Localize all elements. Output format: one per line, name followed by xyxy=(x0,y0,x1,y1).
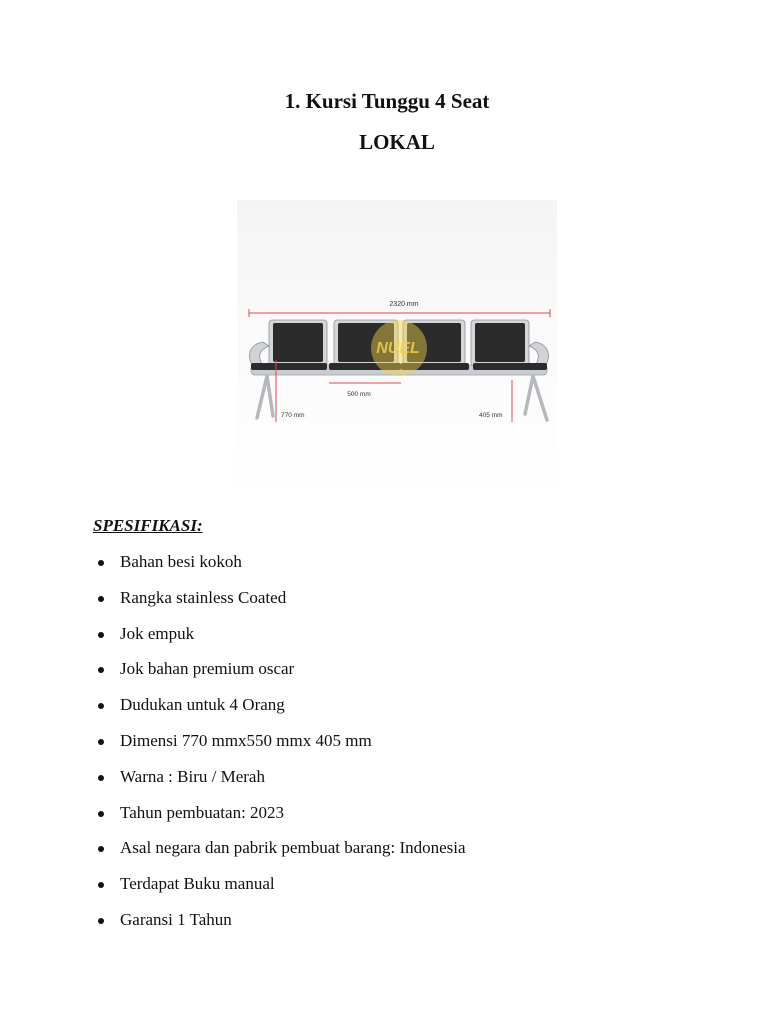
waiting-chair-illustration xyxy=(237,200,557,501)
list-item: Tahun pembuatan: 2023 xyxy=(93,803,693,839)
product-image xyxy=(237,200,557,501)
document-title: 1. Kursi Tunggu 4 Seat xyxy=(284,89,490,113)
list-item: Asal negara dan pabrik pembuat barang: Indonesia xyxy=(93,838,693,874)
list-item: Dimensi 770 mmx550 mmx 405 mm xyxy=(93,731,693,767)
dimension-line-total xyxy=(249,309,550,317)
spec-heading: SPESIFIKASI: xyxy=(93,516,203,535)
document-subtitle: LOKAL xyxy=(359,130,435,154)
list-item: Terdapat Buku manual xyxy=(93,874,693,910)
list-item: Bahan besi kokoh xyxy=(93,552,693,588)
list-item: Jok empuk xyxy=(93,624,693,660)
dimension-label-seat: 500 mm xyxy=(347,391,371,398)
list-item: Garansi 1 Tahun xyxy=(93,910,693,946)
list-item: Dudukan untuk 4 Orang xyxy=(93,695,693,731)
list-item: Warna : Biru / Merah xyxy=(93,767,693,803)
dimension-label-total: 2320 mm xyxy=(389,301,419,308)
dimension-label-height: 770 mm xyxy=(281,412,305,419)
spec-list xyxy=(93,552,693,946)
list-item: Rangka stainless Coated xyxy=(93,588,693,624)
dimension-label-seat-height: 405 mm xyxy=(479,412,503,419)
list-item: Jok bahan premium oscar xyxy=(93,659,693,695)
watermark-text: NUEL xyxy=(376,340,420,357)
